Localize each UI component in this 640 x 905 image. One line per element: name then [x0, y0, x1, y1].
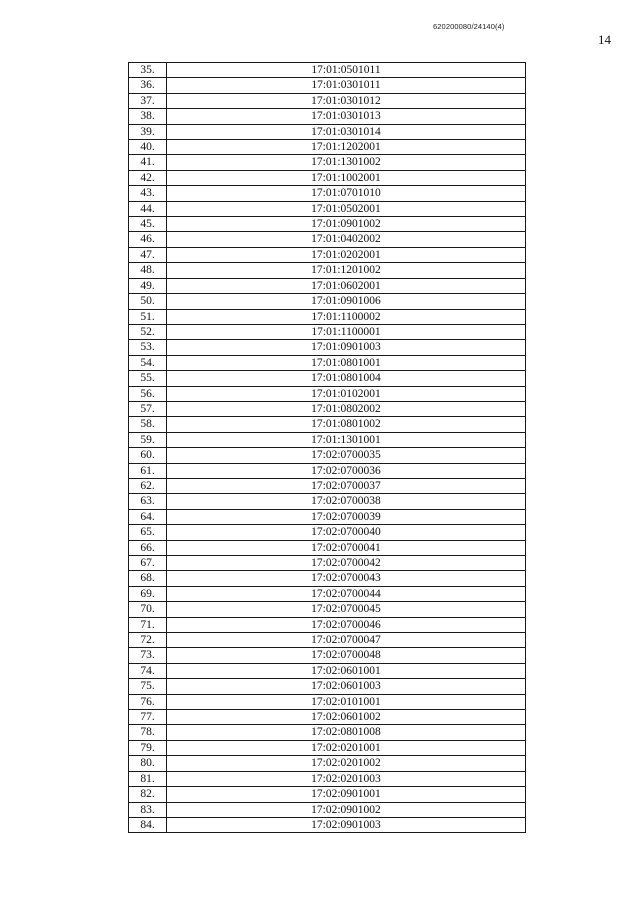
- table-row: [129, 124, 526, 139]
- cadastral-code: 17:01:0801002: [167, 417, 526, 432]
- table-row: [129, 448, 526, 463]
- cadastral-code: 17:01:0301014: [167, 124, 526, 139]
- table-row: [129, 432, 526, 447]
- table-row: [129, 740, 526, 755]
- cadastral-code: 17:01:1100001: [167, 324, 526, 339]
- cadastral-code: 17:01:0802002: [167, 401, 526, 416]
- cadastral-code: 17:02:0700044: [167, 586, 526, 601]
- table-row: [129, 586, 526, 601]
- cadastral-code: 17:01:0901002: [167, 217, 526, 232]
- cadastral-code: 17:01:0202001: [167, 247, 526, 262]
- table-row: [129, 63, 526, 78]
- row-number: 36.: [129, 78, 167, 93]
- cadastral-code: 17:01:1100002: [167, 309, 526, 324]
- row-number: 66.: [129, 540, 167, 555]
- row-number: 71.: [129, 617, 167, 632]
- page-number: 14: [598, 32, 611, 47]
- table-row: [129, 247, 526, 262]
- cadastral-code: 17:02:0700043: [167, 571, 526, 586]
- row-number: 84.: [129, 817, 167, 832]
- cadastral-code: 17:01:0501011: [167, 63, 526, 78]
- document-id: 620200080/24140(4): [433, 22, 505, 31]
- table-row: [129, 771, 526, 786]
- table-row: [129, 170, 526, 185]
- cadastral-code: 17:02:0700048: [167, 648, 526, 663]
- table-row: [129, 355, 526, 370]
- cadastral-code: 17:01:0301011: [167, 78, 526, 93]
- row-number: 40.: [129, 140, 167, 155]
- cadastral-code: 17:02:0901001: [167, 787, 526, 802]
- cadastral-code: 17:02:0601002: [167, 710, 526, 725]
- table-row: [129, 217, 526, 232]
- cadastral-code: 17:01:1301001: [167, 432, 526, 447]
- row-number: 64.: [129, 509, 167, 524]
- cadastral-code: 17:01:0701010: [167, 186, 526, 201]
- row-number: 80.: [129, 756, 167, 771]
- table-row: [129, 617, 526, 632]
- row-number: 74.: [129, 663, 167, 678]
- row-number: 56.: [129, 386, 167, 401]
- row-number: 49.: [129, 278, 167, 293]
- row-number: 75.: [129, 679, 167, 694]
- cadastral-code: 17:01:0901003: [167, 340, 526, 355]
- cadastral-code: 17:02:0700045: [167, 602, 526, 617]
- cadastral-code: 17:02:0700039: [167, 509, 526, 524]
- cadastral-code: 17:01:0402002: [167, 232, 526, 247]
- cadastral-code: 17:02:0700040: [167, 525, 526, 540]
- table-row: [129, 648, 526, 663]
- row-number: 47.: [129, 247, 167, 262]
- table-row: [129, 201, 526, 216]
- table-row: [129, 494, 526, 509]
- cadastral-code: 17:02:0801008: [167, 725, 526, 740]
- table-row: [129, 140, 526, 155]
- table-body: [129, 63, 526, 833]
- table-row: [129, 602, 526, 617]
- table-row: [129, 633, 526, 648]
- row-number: 62.: [129, 478, 167, 493]
- cadastral-code: 17:02:0700046: [167, 617, 526, 632]
- table-row: [129, 525, 526, 540]
- table-row: [129, 232, 526, 247]
- table-row: [129, 694, 526, 709]
- cadastral-code: 17:01:0801004: [167, 371, 526, 386]
- table-row: [129, 401, 526, 416]
- table-row: [129, 787, 526, 802]
- table-row: [129, 756, 526, 771]
- table-row: [129, 324, 526, 339]
- row-number: 81.: [129, 771, 167, 786]
- row-number: 53.: [129, 340, 167, 355]
- cadastral-code: 17:01:0102001: [167, 386, 526, 401]
- table-row: [129, 263, 526, 278]
- row-number: 50.: [129, 294, 167, 309]
- row-number: 48.: [129, 263, 167, 278]
- table-row: [129, 309, 526, 324]
- cadastral-code: 17:02:0700036: [167, 463, 526, 478]
- table-row: [129, 294, 526, 309]
- row-number: 61.: [129, 463, 167, 478]
- row-number: 45.: [129, 217, 167, 232]
- cadastral-code: 17:01:0901006: [167, 294, 526, 309]
- row-number: 58.: [129, 417, 167, 432]
- row-number: 72.: [129, 633, 167, 648]
- row-number: 51.: [129, 309, 167, 324]
- row-number: 78.: [129, 725, 167, 740]
- cadastral-code: 17:02:0700042: [167, 556, 526, 571]
- table-row: [129, 371, 526, 386]
- row-number: 60.: [129, 448, 167, 463]
- row-number: 73.: [129, 648, 167, 663]
- row-number: 76.: [129, 694, 167, 709]
- table-row: [129, 417, 526, 432]
- cadastral-code: 17:02:0901003: [167, 817, 526, 832]
- table-row: [129, 93, 526, 108]
- row-number: 38.: [129, 109, 167, 124]
- row-number: 37.: [129, 93, 167, 108]
- row-number: 77.: [129, 710, 167, 725]
- row-number: 82.: [129, 787, 167, 802]
- table-row: [129, 155, 526, 170]
- row-number: 69.: [129, 586, 167, 601]
- cadastral-code: 17:02:0700047: [167, 633, 526, 648]
- cadastral-code: 17:02:0700035: [167, 448, 526, 463]
- row-number: 44.: [129, 201, 167, 216]
- row-number: 39.: [129, 124, 167, 139]
- table-row: [129, 556, 526, 571]
- table-row: [129, 186, 526, 201]
- table-row: [129, 340, 526, 355]
- cadastral-code: 17:01:0301012: [167, 93, 526, 108]
- cadastral-code: 17:02:0700037: [167, 478, 526, 493]
- cadastral-code: 17:01:0801001: [167, 355, 526, 370]
- row-number: 83.: [129, 802, 167, 817]
- cadastral-code: 17:02:0201001: [167, 740, 526, 755]
- row-number: 54.: [129, 355, 167, 370]
- row-number: 55.: [129, 371, 167, 386]
- table-row: [129, 571, 526, 586]
- cadastral-code: 17:01:0301013: [167, 109, 526, 124]
- row-number: 43.: [129, 186, 167, 201]
- cadastral-code: 17:01:1202001: [167, 140, 526, 155]
- cadastral-code: 17:02:0601003: [167, 679, 526, 694]
- row-number: 67.: [129, 556, 167, 571]
- cadastral-code: 17:02:0700041: [167, 540, 526, 555]
- cadastral-code: 17:02:0101001: [167, 694, 526, 709]
- table-row: [129, 478, 526, 493]
- table-row: [129, 817, 526, 832]
- cadastral-code: 17:02:0201002: [167, 756, 526, 771]
- cadastral-table: [128, 62, 526, 833]
- row-number: 52.: [129, 324, 167, 339]
- table-row: [129, 540, 526, 555]
- row-number: 41.: [129, 155, 167, 170]
- cadastral-code: 17:01:1301002: [167, 155, 526, 170]
- cadastral-code: 17:01:0502001: [167, 201, 526, 216]
- row-number: 68.: [129, 571, 167, 586]
- cadastral-code: 17:01:0602001: [167, 278, 526, 293]
- row-number: 46.: [129, 232, 167, 247]
- row-number: 35.: [129, 63, 167, 78]
- cadastral-code: 17:02:0901002: [167, 802, 526, 817]
- row-number: 79.: [129, 740, 167, 755]
- cadastral-code: 17:01:1002001: [167, 170, 526, 185]
- table-row: [129, 463, 526, 478]
- table-row: [129, 278, 526, 293]
- table-row: [129, 109, 526, 124]
- table-row: [129, 386, 526, 401]
- table-row: [129, 710, 526, 725]
- row-number: 42.: [129, 170, 167, 185]
- row-number: 59.: [129, 432, 167, 447]
- table-row: [129, 679, 526, 694]
- row-number: 70.: [129, 602, 167, 617]
- cadastral-code: 17:01:1201002: [167, 263, 526, 278]
- cadastral-code: 17:02:0700038: [167, 494, 526, 509]
- row-number: 65.: [129, 525, 167, 540]
- row-number: 57.: [129, 401, 167, 416]
- cadastral-code: 17:02:0601001: [167, 663, 526, 678]
- table-row: [129, 663, 526, 678]
- table-row: [129, 802, 526, 817]
- table-row: [129, 509, 526, 524]
- table-row: [129, 725, 526, 740]
- row-number: 63.: [129, 494, 167, 509]
- cadastral-code: 17:02:0201003: [167, 771, 526, 786]
- table-row: [129, 78, 526, 93]
